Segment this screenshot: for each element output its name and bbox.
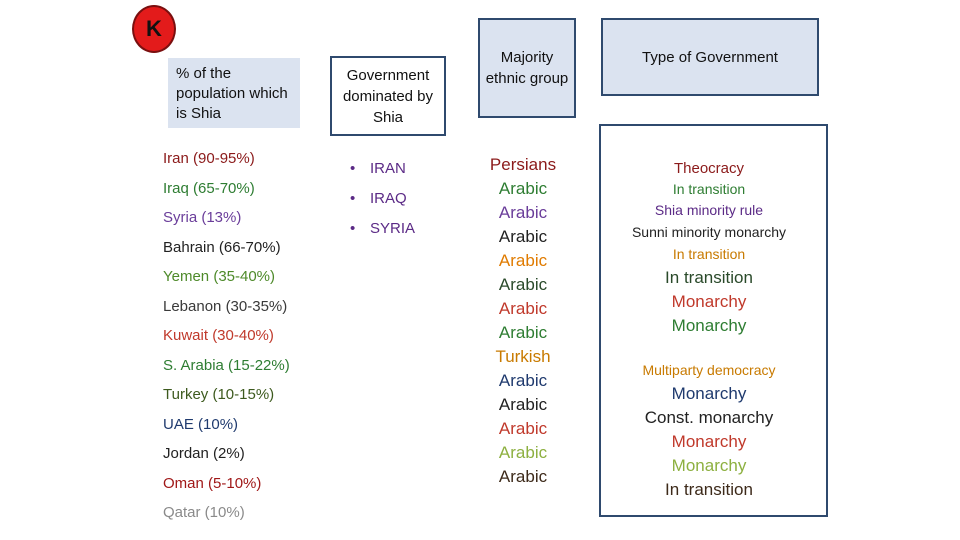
k-badge-label: K (146, 16, 162, 41)
ethnic-group-item: Persians (489, 155, 557, 174)
government-type-item: In transition (665, 480, 753, 499)
ethnic-group-item: Arabic (498, 203, 548, 222)
shia-government-label: SYRIA (370, 220, 416, 237)
government-type-item: Sunni minority monarchy (631, 224, 787, 240)
shia-government-label: IRAQ (370, 190, 407, 207)
ethnic-group-item: Turkish (495, 347, 551, 366)
government-type-item: In transition (672, 246, 746, 262)
government-type-item: Multiparty democracy (642, 362, 776, 378)
government-type-item: Const. monarchy (644, 408, 774, 427)
shia-government-label: IRAN (370, 160, 406, 177)
government-type-item: Shia minority rule (654, 202, 764, 218)
shia-government-item (350, 190, 407, 207)
government-type-item: In transition (665, 268, 753, 287)
country-item: Yemen (35-40%) (163, 268, 276, 285)
government-type-item: Monarchy (671, 456, 747, 475)
header-gov-shia (330, 56, 446, 136)
country-item: S. Arabia (15-22%) (163, 356, 290, 374)
country-item: Qatar (10%) (163, 504, 245, 521)
ethnic-group-item: Arabic (498, 251, 548, 270)
government-type-item: Monarchy (671, 384, 747, 403)
ethnic-group-item: Arabic (498, 443, 548, 462)
ethnic-group-item: Arabic (498, 179, 548, 198)
k-badge (132, 5, 176, 53)
country-item: Bahrain (66-70%) (163, 238, 281, 256)
shia-government-item (350, 220, 415, 237)
ethnic-group-item: Arabic (498, 395, 548, 414)
header-majority-ethnic-label: Majority ethnic group (485, 49, 569, 87)
bullet-icon: • (350, 220, 356, 237)
header-majority-ethnic (478, 18, 576, 118)
country-item: Lebanon (30-35%) (163, 297, 288, 315)
shia-government-item (350, 160, 406, 177)
country-item: Oman (5-10%) (163, 474, 262, 492)
country-item: UAE (10%) (163, 415, 239, 433)
ethnic-group-item: Arabic (498, 419, 548, 438)
country-item: Syria (13%) (163, 209, 242, 226)
ethnic-group-item: Arabic (498, 371, 548, 390)
government-type-item: Theocracy (673, 160, 745, 177)
ethnic-group-item: Arabic (498, 299, 548, 318)
header-percent-shia (168, 58, 300, 128)
header-percent-shia-label: % of the population which is Shia (176, 65, 288, 122)
country-item: Iraq (65-70%) (163, 179, 255, 197)
government-type-item: In transition (672, 181, 746, 197)
government-type-item: Monarchy (671, 432, 747, 451)
government-type-item: Monarchy (671, 292, 747, 311)
bullet-icon: • (350, 160, 356, 177)
ethnic-group-item: Arabic (498, 323, 548, 342)
ethnic-group-item: Arabic (498, 275, 548, 294)
ethnic-group-item: Arabic (498, 227, 548, 246)
government-type-item: Monarchy (671, 316, 747, 335)
country-item: Turkey (10-15%) (163, 386, 275, 403)
ethnic-group-item: Arabic (498, 467, 548, 486)
header-type-gov (601, 18, 819, 96)
header-gov-shia-label: Government dominated by Shia (342, 66, 434, 126)
header-type-gov-label: Type of Government (642, 48, 778, 66)
bullet-icon: • (350, 190, 356, 207)
country-item: Iran (90-95%) (163, 150, 255, 167)
country-item: Jordan (2%) (163, 445, 245, 462)
country-item: Kuwait (30-40%) (163, 327, 274, 344)
